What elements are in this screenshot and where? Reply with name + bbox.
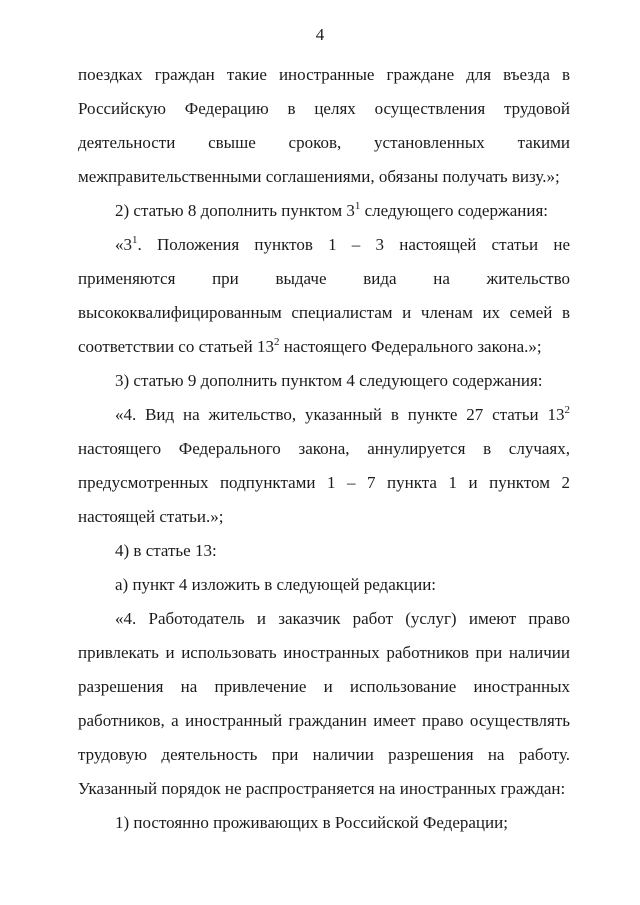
document-body [78,58,570,840]
text-run: поездках граждан такие иностранные граждане для въезда в Российскую Федерацию в целях осуществления трудовой деятельности свыше сроков, установленных такими межправительственными соглашениями, обязаны получать визу.»; [78,65,570,186]
paragraph [78,194,570,228]
superscript-text: 1 [354,200,361,212]
text-run: «4. Вид на жительство, указанный в пункте 27 статьи 13 [115,405,565,424]
paragraph [78,398,570,534]
text-run: 4) в статье 13: [115,541,217,560]
paragraph [78,602,570,806]
text-run: «3 [115,235,132,254]
page-number: 4 [315,25,325,44]
paragraph [78,228,570,364]
paragraph [78,806,570,840]
text-run: 2) статью 8 дополнить пунктом 3 [115,201,355,220]
paragraph [78,534,570,568]
superscript-text: 2 [273,336,280,348]
text-run: настоящего Федерального закона, аннулируется в случаях, предусмотренных подпунктами 1 – 7 пункта 1 и пунктом 2 настоящей статьи.»; [78,439,570,526]
text-run: а) пункт 4 изложить в следующей редакции: [115,575,437,594]
text-run: настоящего Федерального закона.»; [279,337,542,356]
text-run: 3) статью 9 дополнить пунктом 4 следующего содержания: [115,371,543,390]
paragraph [78,58,570,194]
superscript-text: 2 [564,404,570,416]
text-run: следующего содержания: [360,201,549,220]
paragraph [78,364,570,398]
text-run: «4. Работодатель и заказчик работ (услуг) имеют право привлекать и использовать иностранных работников при наличии разрешения на привлечение и использование иностранных работников, а иностранный гражданин имеет право осуществлять трудовую деятельность при наличии разрешения на работу. Указанный порядок не распространяется на иностранных граждан: [78,609,570,798]
paragraph [78,568,570,602]
text-run: . Положения пунктов 1 – 3 настоящей статьи не применяются при выдаче вида на жительство высококвалифицированным специалистам и членам их семей в соответствии со статьей 13 [78,235,570,356]
text-run: 1) постоянно проживающих в Российской Федерации; [115,813,508,832]
superscript-text: 1 [132,234,138,246]
